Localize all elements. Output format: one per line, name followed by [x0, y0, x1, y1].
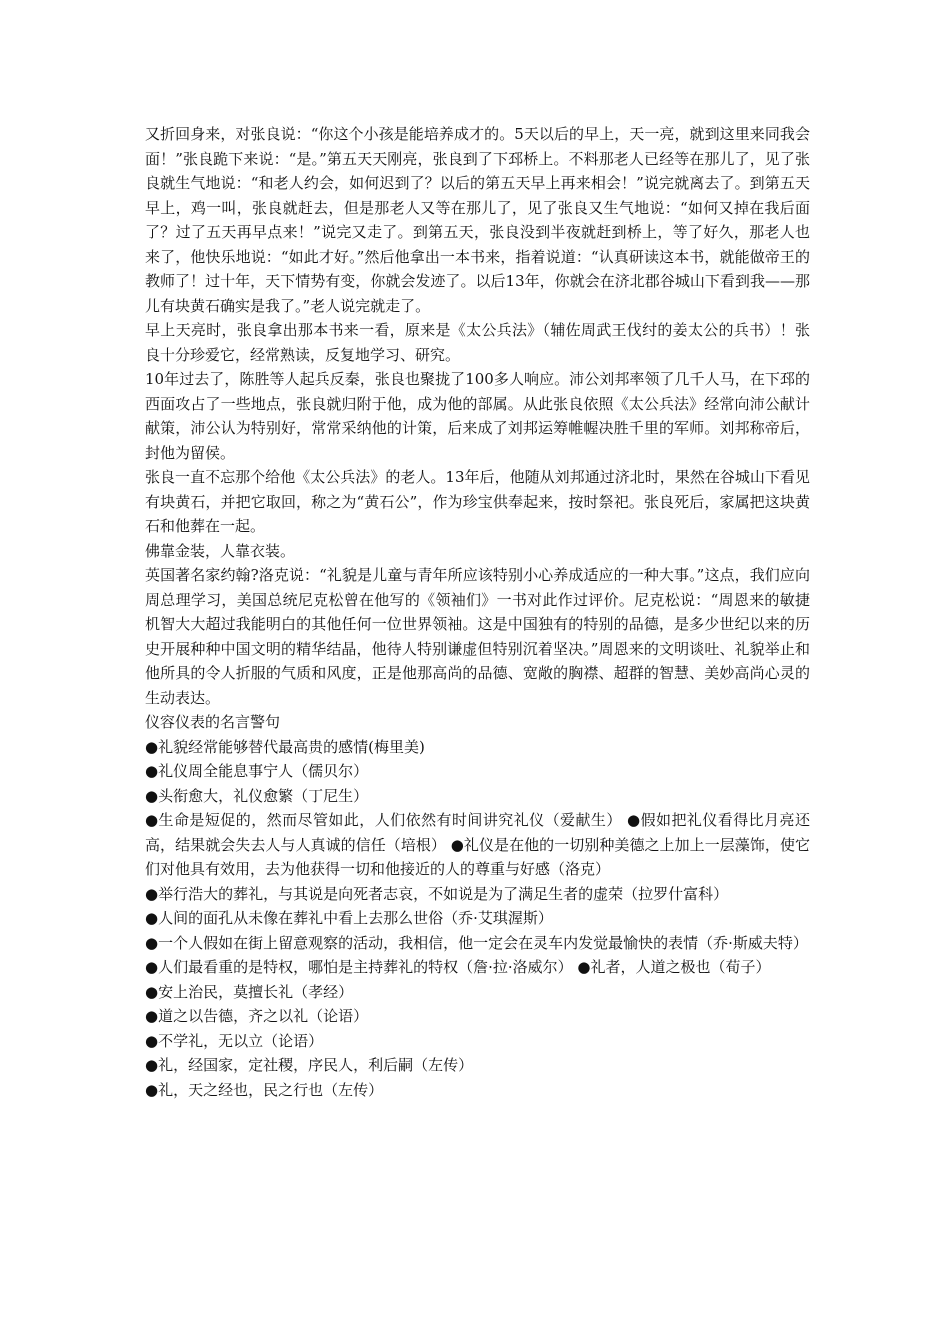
- quote-item: ●礼仪周全能息事宁人（儒贝尔）: [145, 762, 369, 780]
- paragraph-proverb: 佛靠金装，人靠衣装。: [145, 541, 296, 560]
- quote-item: ●道之以告德，齐之以礼（论语）: [145, 1007, 369, 1025]
- quote-item: ●礼，天之经也，民之行也（左传）: [145, 1080, 384, 1099]
- quote-item: ●人们最看重的是特权，哪怕是主持葬礼的特权（詹·拉·洛威尔） ●礼者，人道之极也（荀子）: [145, 958, 771, 976]
- paragraph-zhangliang-meeting: 又折回身来，对张良说：“你这个小孩是能培养成才的。5天以后的早上，天一亮，就到这里来同我会面！”张良跪下来说：“是。”第五天天刚亮，张良到了下邳桥上。不料那老人已经等在那儿了，见了张良就生气地说：“和老人约会，如何迟到了？以后的第五天早上再来相会！”说完就离去了。到第五天早上，鸡一叫，张良就赶去，但是那老人又等在那儿了，见了张良又生气地说：“如何又掉在我后面了？过了五天再早点来！”说完又走了。到第五天，张良没到半夜就赶到桥上，等了好久，那老人也来了，他快乐地说：“如此才好。”然后他拿出一本书来，指着说道：“认真研读这本书，就能做帝王的教师了！过十年，天下情势有变，你就会发迹了。以后13年，你就会在济北郡谷城山下看到我——那儿有块黄石确实是我了。”老人说完就走了。: [145, 125, 810, 315]
- quote-item: ●举行浩大的葬礼，与其说是向死者志哀，不如说是为了满足生者的虚荣（拉罗什富科）: [145, 884, 729, 903]
- quote-item: ●头衔愈大，礼仪愈繁（丁尼生）: [145, 786, 369, 805]
- paragraph-ten-years-later: 10年过去了，陈胜等人起兵反秦，张良也聚拢了100多人响应。沛公刘邦率领了几千人马，在下邳的西面攻占了一些地点，张良就归附于他，成为他的部属。从此张良依照《太公兵法》经常向沛公献计献策，沛公认为特别好，常常采纳他的计策，后来成了刘邦运筹帷幄决胜千里的军师。刘邦称帝后，封他为留侯。: [145, 370, 810, 462]
- paragraph-taigong-bingfa: 早上天亮时，张良拿出那本书来一看，原来是《太公兵法》（辅佐周武王伐纣的姜太公的兵书）！张良十分珍爱它，经常熟读，反复地学习、研究。: [145, 321, 810, 364]
- quote-item: ●一个人假如在街上留意观察的活动，我相信，他一定会在灵车内发觉最愉快的表情（乔·斯威夫特）: [145, 933, 808, 952]
- quote-item: ●安上治民，莫擅长礼（孝经）: [145, 982, 354, 1001]
- section-heading-quotes: 仪容仪表的名言警句: [145, 713, 281, 731]
- paragraph-locke-zhou-enlai: 英国著名家约翰?洛克说：“礼貌是儿童与青年所应该特别小心养成适应的一种大事。”这点，我们应向周总理学习，美国总统尼克松曾在他写的《领袖们》一书对此作过评价。尼克松说：“周恩来的敏捷机智大大超过我能明白的其他任何一位世界领袖。这是中国独有的特别的品德，是多少世纪以来的历史开展种种中国文明的精华结晶，他待人特别谦虚但特别沉着坚决。”周恩来的文明谈吐、礼貌举止和他所具的令人折服的气质和风度，正是他那高尚的品德、宽敞的胸襟、超群的智慧、美妙高尚心灵的生动表达。: [145, 566, 810, 707]
- quote-item: ●人间的面孔从未像在葬礼中看上去那么世俗（乔·艾琪渥斯）: [145, 909, 553, 927]
- quote-item: ●礼，经国家，定社稷，序民人，利后嗣（左传）: [145, 1056, 474, 1074]
- document-body: [145, 122, 810, 1102]
- quote-item: ●礼貌经常能够替代最高贵的感情(梅里美): [145, 737, 425, 756]
- quote-item: ●不学礼，无以立（论语）: [145, 1031, 324, 1050]
- paragraph-yellow-stone: 张良一直不忘那个给他《太公兵法》的老人。13年后，他随从刘邦通过济北时，果然在谷城山下看见有块黄石，并把它取回，称之为“黄石公”，作为珍宝供奉起来，按时祭祀。张良死后，家属把这块黄石和他葬在一起。: [145, 468, 810, 535]
- quote-item: ●生命是短促的，然而尽管如此，人们依然有时间讲究礼仪（爱献生） ●假如把礼仪看得比月亮还高，结果就会失去人与人真诚的信任（培根） ●礼仪是在他的一切别种美德之上加上一层藻饰，使它们对他具有效用，去为他获得一切和他接近的人的尊重与好感（洛克）: [145, 811, 810, 878]
